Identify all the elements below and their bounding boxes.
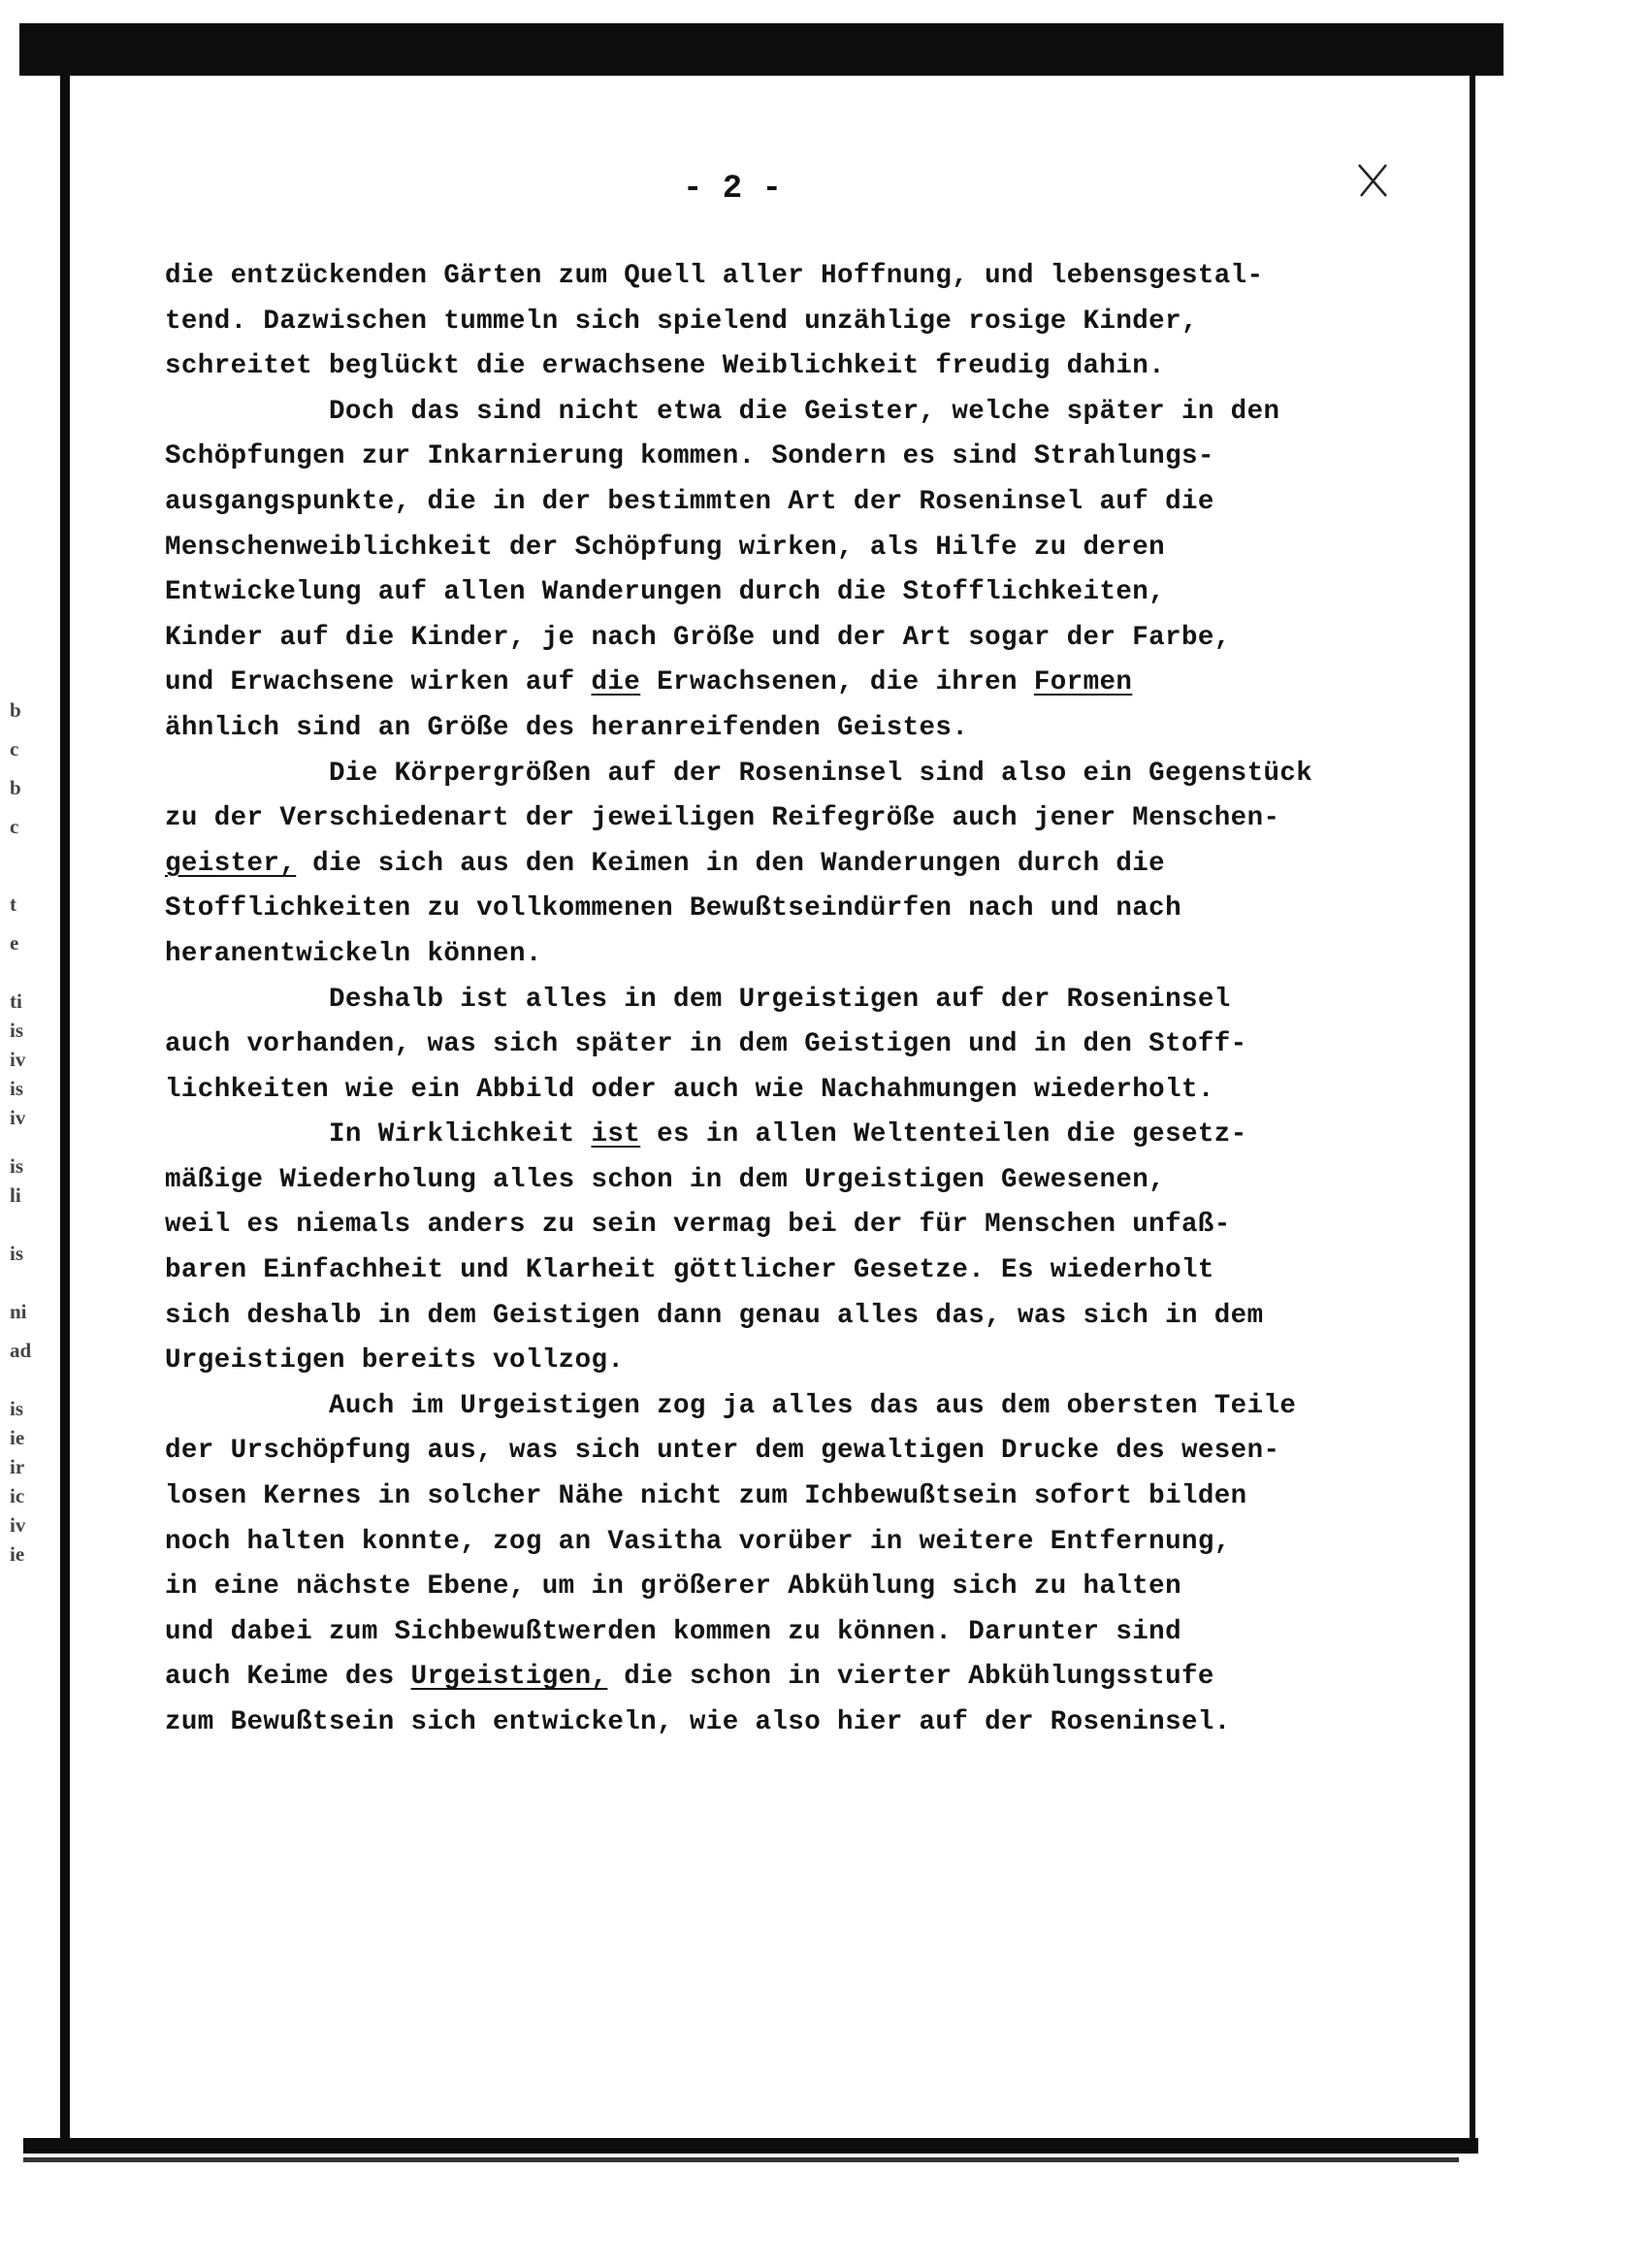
- text-segment: Menschenweiblichkeit der Schöpfung wirken, als Hilfe zu deren: [165, 532, 1166, 563]
- text-line: [165, 932, 1445, 978]
- text-segment: Auch im Urgeistigen zog ja alles das aus dem obersten Teile: [329, 1390, 1297, 1421]
- underlined-word: Formen: [1033, 667, 1133, 698]
- text-line: [165, 526, 1445, 571]
- text-line: [165, 344, 1445, 390]
- underlined-word: ist: [591, 1119, 641, 1150]
- text-line: [165, 254, 1445, 300]
- text-segment: weil es niemals anders zu sein vermag bei der für Menschen unfaß-: [165, 1210, 1231, 1241]
- page-number: - 2 -: [682, 171, 783, 208]
- text-line: [165, 1022, 1445, 1068]
- text-line: [165, 435, 1445, 480]
- scan-left-border: [60, 68, 70, 2144]
- scan-right-border: [1470, 68, 1475, 2144]
- text-line: [165, 1655, 1445, 1701]
- text-line: [165, 1294, 1445, 1340]
- text-segment: der Urschöpfung aus, was sich unter dem gewaltigen Drucke des wesen-: [165, 1436, 1280, 1467]
- text-segment: Schöpfungen zur Inkarnierung kommen. Sondern es sind Strahlungs-: [165, 441, 1214, 472]
- text-line: [165, 1384, 1445, 1430]
- text-line: [165, 661, 1445, 706]
- text-segment: schreitet beglückt die erwachsene Weiblichkeit freudig dahin.: [165, 351, 1166, 382]
- text-segment: lichkeiten wie ein Abbild oder auch wie Nachahmungen wiederholt.: [165, 1074, 1214, 1105]
- text-segment: Stofflichkeiten zu vollkommenen Bewußtseindürfen nach und nach: [165, 893, 1181, 924]
- text-line: [165, 1520, 1445, 1566]
- text-segment: ausgangspunkte, die in der bestimmten Art der Roseninsel auf die: [165, 486, 1214, 517]
- text-line: [165, 1429, 1445, 1474]
- text-segment: Urgeistigen bereits vollzog.: [165, 1345, 625, 1377]
- text-line: [165, 300, 1445, 345]
- scan-top-border: [19, 23, 1504, 76]
- text-segment: ähnlich sind an Größe des heranreifenden Geistes.: [165, 712, 969, 743]
- text-segment: die schon in vierter Abkühlungsstufe: [607, 1662, 1214, 1693]
- text-segment: zu der Verschiedenart der jeweiligen Reifegröße auch jener Menschen-: [165, 803, 1280, 834]
- text-segment: es in allen Weltenteilen die gesetz-: [640, 1119, 1247, 1150]
- text-segment: auch vorhanden, was sich später in dem Geistigen und in den Stoff-: [165, 1029, 1247, 1060]
- text-segment: und Erwachsene wirken auf: [165, 667, 592, 698]
- text-line: [165, 1474, 1445, 1520]
- text-segment: heranentwickeln können.: [165, 938, 542, 969]
- text-segment: Deshalb ist alles in dem Urgeistigen auf der Roseninsel: [329, 984, 1231, 1015]
- text-line: [165, 1068, 1445, 1114]
- text-line: [165, 887, 1445, 932]
- text-segment: sich deshalb in dem Geistigen dann genau alles das, was sich in dem: [165, 1300, 1264, 1331]
- text-segment: und dabei zum Sichbewußtwerden kommen zu können. Darunter sind: [165, 1616, 1181, 1647]
- text-segment: noch halten konnte, zog an Vasitha vorüber in weitere Entfernung,: [165, 1526, 1231, 1557]
- text-segment: Die Körpergrößen auf der Roseninsel sind also ein Gegenstück: [329, 758, 1313, 789]
- text-segment: baren Einfachheit und Klarheit göttlicher Gesetze. Es wiederholt: [165, 1255, 1214, 1286]
- scan-bottom-border: [23, 2138, 1478, 2154]
- text-segment: losen Kernes in solcher Nähe nicht zum Ichbewußtsein sofort bilden: [165, 1481, 1247, 1512]
- underlined-word: Urgeistigen,: [410, 1662, 608, 1693]
- text-segment: Entwickelung auf allen Wanderungen durch die Stofflichkeiten,: [165, 577, 1166, 608]
- text-line: [165, 390, 1445, 436]
- underlined-word: die: [591, 667, 641, 698]
- text-line: [165, 1701, 1445, 1746]
- text-segment: Erwachsenen, die ihren: [640, 667, 1034, 698]
- text-line: [165, 978, 1445, 1023]
- text-segment: die entzückenden Gärten zum Quell aller Hoffnung, und lebensgestal-: [165, 261, 1264, 291]
- text-line: [165, 616, 1445, 662]
- text-segment: Doch das sind nicht etwa die Geister, welche später in den: [329, 396, 1280, 427]
- text-line: [165, 1565, 1445, 1610]
- text-segment: auch Keime des: [165, 1662, 411, 1693]
- document-body-text: [165, 254, 1445, 1746]
- text-segment: In Wirklichkeit: [329, 1119, 592, 1150]
- corner-x-mark: [1353, 161, 1392, 200]
- text-line: [165, 1203, 1445, 1248]
- text-line: [165, 796, 1445, 842]
- scan-top-border-tail: [1445, 49, 1494, 58]
- text-segment: die sich aus den Keimen in den Wanderungen durch die: [296, 848, 1166, 879]
- text-line: [165, 1248, 1445, 1294]
- text-line: [165, 1158, 1445, 1204]
- scan-bottom-border-shadow: [23, 2157, 1459, 2162]
- text-line: [165, 842, 1445, 888]
- text-segment: mäßige Wiederholung alles schon in dem Urgeistigen Gewesenen,: [165, 1164, 1166, 1195]
- underlined-word: geister,: [165, 848, 297, 879]
- text-line: [165, 706, 1445, 752]
- text-line: [165, 1113, 1445, 1158]
- text-line: [165, 1339, 1445, 1384]
- text-line: [165, 480, 1445, 526]
- text-segment: zum Bewußtsein sich entwickeln, wie also hier auf der Roseninsel.: [165, 1707, 1231, 1737]
- text-segment: in eine nächste Ebene, um in größerer Abkühlung sich zu halten: [165, 1571, 1181, 1603]
- text-segment: tend. Dazwischen tummeln sich spielend unzählige rosige Kinder,: [165, 306, 1198, 337]
- text-line: [165, 1610, 1445, 1656]
- text-segment: Kinder auf die Kinder, je nach Größe und der Art sogar der Farbe,: [165, 622, 1231, 653]
- text-line: [165, 752, 1445, 797]
- text-line: [165, 570, 1445, 616]
